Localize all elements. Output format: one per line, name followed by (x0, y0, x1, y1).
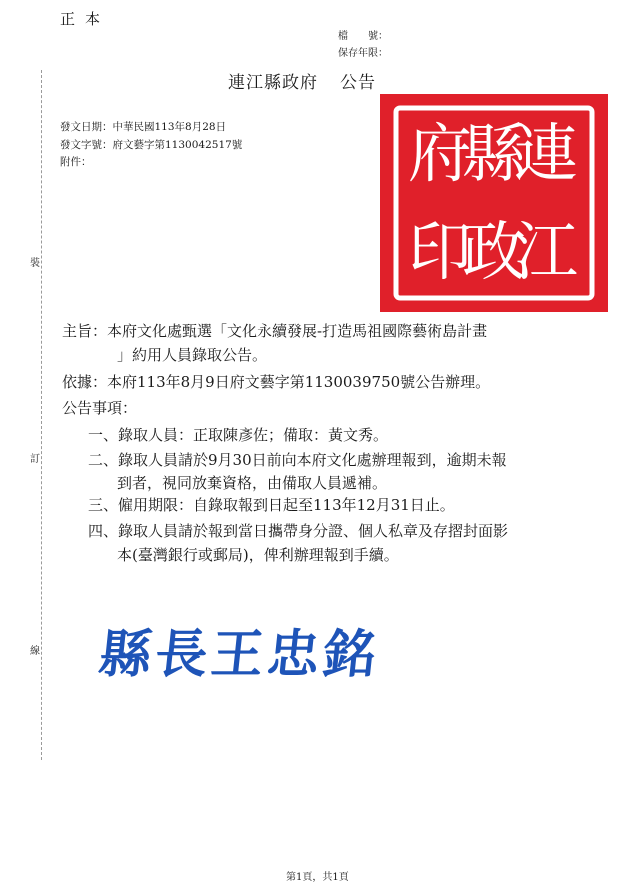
issue-date: 發文日期：中華民國113年8月28日 (60, 121, 227, 133)
basis-line: 依據：本府113年8月9日府文藝字第1130039750號公告辦理。 (62, 373, 491, 391)
notice-item-4-line-2: 本(臺灣銀行或郵局)，俾利辦理報到手續。 (117, 546, 399, 564)
copy-label: 正本 (60, 10, 111, 28)
notice-item-1: 一、錄取人員：正取陳彥佐；備取：黃文秀。 (88, 426, 389, 444)
document-type: 公告 (340, 73, 376, 93)
page-footer: 第1頁，共1頁 (286, 872, 349, 883)
notice-heading: 公告事項： (62, 399, 138, 417)
binding-mark-2: 訂 (30, 448, 40, 467)
retention-label: 保存年限： (338, 48, 388, 59)
official-seal (380, 94, 608, 312)
seal-char-3: 府 (408, 118, 472, 192)
binding-mark-1: 裝 (30, 252, 40, 271)
seal-char-5: 政 (462, 216, 526, 290)
magistrate-signature: 縣長王忠銘 (96, 625, 383, 685)
notice-item-2-line-1: 二、錄取人員請於9月30日前向本府文化處辦理報到，逾期未報 (88, 451, 507, 469)
seal-char-6: 印 (408, 216, 472, 290)
seal-char-4: 江 (514, 216, 578, 290)
binding-line (41, 70, 42, 760)
notice-item-2-line-2: 到者，視同放棄資格，由備取人員遞補。 (117, 474, 388, 492)
binding-mark-3: 線 (30, 640, 40, 659)
seal-char-1: 連 (514, 118, 578, 192)
subject-line-1: 主旨：本府文化處甄選「文化永續發展-打造馬祖國際藝術島計畫 (62, 322, 488, 340)
subject-line-2: 」約用人員錄取公告。 (117, 346, 268, 364)
page-title (228, 68, 376, 93)
notice-item-3: 三、僱用期限：自錄取報到日起至113年12月31日止。 (88, 496, 455, 514)
file-number-label: 檔 號： (338, 31, 388, 42)
seal-char-2: 縣 (462, 118, 526, 192)
issuing-org: 連江縣政府 (228, 73, 318, 93)
attachment-label: 附件： (60, 156, 92, 168)
notice-item-4-line-1: 四、錄取人員請於報到當日攜帶身分證、個人私章及存摺封面影 (88, 522, 509, 540)
document-number: 發文字號：府文藝字第1130042517號 (60, 139, 243, 151)
